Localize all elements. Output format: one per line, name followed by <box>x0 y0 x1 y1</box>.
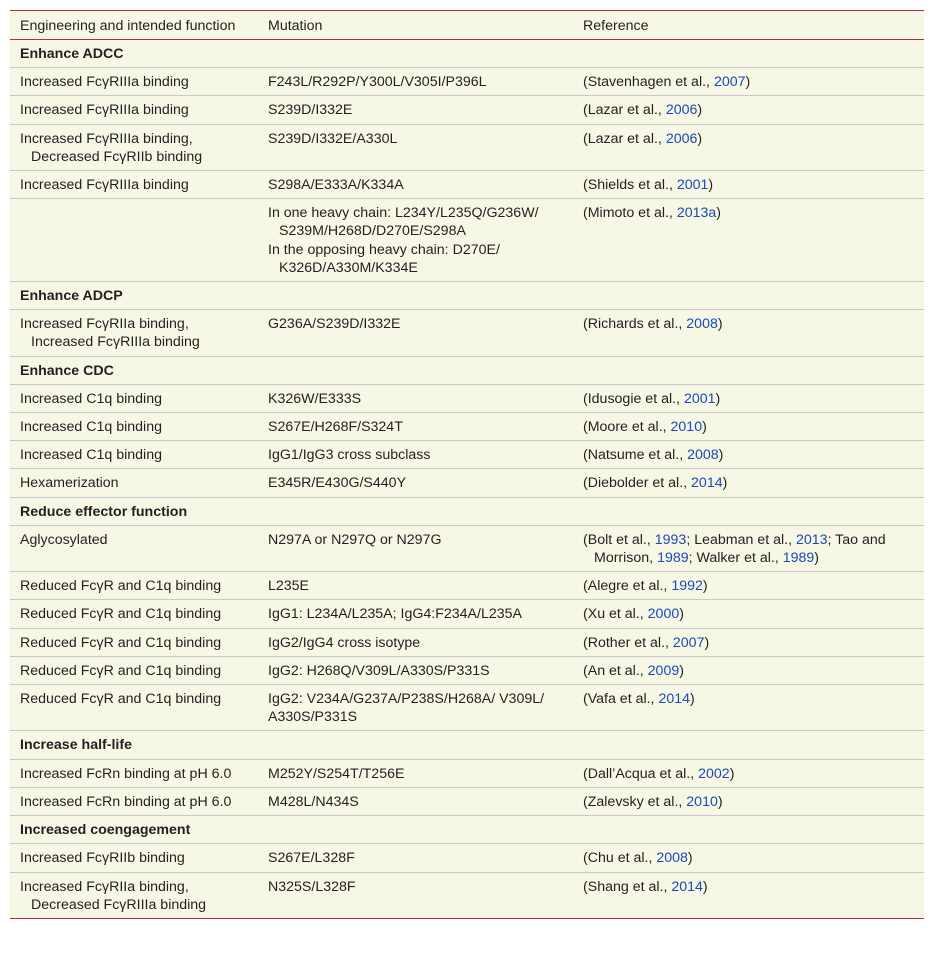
reference-author: ) <box>708 177 714 194</box>
section-heading: Enhance ADCC <box>10 40 924 68</box>
mutation-cell <box>258 310 573 356</box>
function-cell <box>10 384 258 412</box>
function-text: Increased C1q binding <box>20 447 162 464</box>
mutation-text: S267E/H268F/S324T <box>268 419 403 436</box>
mutation-cell <box>258 656 573 684</box>
mutation-text: F243L/R292P/Y300L/V305I/P396L <box>268 74 487 91</box>
reference-author: ; Tao and Morrison, <box>594 531 886 567</box>
mutation-cell <box>258 441 573 469</box>
function-text: Reduced FcγR and C1q binding <box>20 691 222 708</box>
function-text: Increased FcγRIIIa binding <box>20 177 189 194</box>
reference-author: (Richards et al., <box>583 316 687 333</box>
reference-year-link[interactable]: 2008 <box>686 316 718 333</box>
reference-text <box>583 662 916 680</box>
mutation-cell <box>258 787 573 815</box>
table-row <box>10 787 924 815</box>
reference-cell <box>573 572 924 600</box>
reference-author: (Moore et al., <box>583 419 671 436</box>
reference-cell <box>573 844 924 872</box>
reference-cell <box>573 441 924 469</box>
section-row <box>10 356 924 384</box>
reference-year-link[interactable]: 1992 <box>671 578 703 595</box>
table-row <box>10 685 924 731</box>
reference-cell <box>573 759 924 787</box>
reference-cell <box>573 96 924 124</box>
mutation-cell <box>258 525 573 571</box>
reference-cell <box>573 628 924 656</box>
function-cell <box>10 872 258 918</box>
mutation-text: IgG1/IgG3 cross subclass <box>268 447 431 464</box>
reference-year-link[interactable]: 2014 <box>691 475 723 492</box>
table-row <box>10 441 924 469</box>
table-row <box>10 469 924 497</box>
reference-year-link[interactable]: 1993 <box>654 531 687 548</box>
reference-year-link[interactable]: 2013 <box>795 531 828 548</box>
function-cell <box>10 685 258 731</box>
reference-cell <box>573 656 924 684</box>
mutation-text: M252Y/S254T/T256E <box>268 765 405 782</box>
table-row <box>10 199 924 282</box>
reference-author: (Lazar et al., <box>583 130 666 147</box>
function-cell <box>10 844 258 872</box>
reference-cell <box>573 413 924 441</box>
table <box>10 10 924 919</box>
header-mutation: Mutation <box>258 11 573 40</box>
function-text: Reduced FcγR and C1q binding <box>20 634 222 651</box>
reference-author: (Shang et al., <box>583 878 672 895</box>
function-cell <box>10 441 258 469</box>
reference-year-link[interactable]: 2009 <box>647 662 680 679</box>
function-text: Reduced FcγR and C1q binding <box>20 662 222 679</box>
mutation-text: IgG2: H268Q/V309L/A330S/P331S <box>268 662 490 679</box>
reference-author: (Zalevsky et al., <box>583 793 687 810</box>
reference-author: ) <box>814 550 820 567</box>
reference-text <box>583 793 916 811</box>
section-heading: Reduce effector function <box>10 497 924 525</box>
reference-author: ) <box>715 390 721 407</box>
reference-author: (Natsume et al., <box>583 447 688 464</box>
table-header <box>10 11 924 40</box>
reference-cell <box>573 68 924 96</box>
reference-author: ) <box>687 850 693 867</box>
function-cell <box>10 759 258 787</box>
function-text: Reduced FcγR and C1q binding <box>20 606 222 623</box>
mutation-text: L235E <box>268 578 310 595</box>
section-row <box>10 731 924 759</box>
header-row <box>10 11 924 40</box>
mutation-text: S239D/I332E <box>268 102 353 119</box>
function-cell <box>10 68 258 96</box>
mutation-cell <box>258 171 573 199</box>
mutation-text: E345R/E430G/S440Y <box>268 475 407 492</box>
function-text: Increased FcRn binding at pH 6.0 <box>20 793 232 810</box>
function-cell <box>10 413 258 441</box>
section-row <box>10 282 924 310</box>
mutation-text: S267E/L328F <box>268 850 355 867</box>
section-row <box>10 497 924 525</box>
function-cell <box>10 199 258 282</box>
reference-year-link[interactable]: 1989 <box>782 550 815 567</box>
mutation-cell <box>258 124 573 170</box>
function-text: Aglycosylated <box>20 531 108 548</box>
mutation-text: In the opposing heavy chain: D270E/ K326D/A330M/K334E <box>268 241 500 276</box>
reference-cell <box>573 384 924 412</box>
reference-author: ) <box>729 765 735 782</box>
reference-cell <box>573 199 924 282</box>
table-row <box>10 628 924 656</box>
table-row <box>10 656 924 684</box>
reference-author: ) <box>717 316 723 333</box>
mutation-cell <box>258 384 573 412</box>
function-text: Increased C1q binding <box>20 390 162 407</box>
mutation-text: S239D/I332E/A330L <box>268 130 398 147</box>
reference-text <box>583 130 916 148</box>
function-cell <box>10 124 258 170</box>
mutation-text: IgG2/IgG4 cross isotype <box>268 634 421 651</box>
reference-cell <box>573 600 924 628</box>
reference-author: (Shields et al., <box>583 177 677 194</box>
section-heading: Increased coengagement <box>10 816 924 844</box>
table-row <box>10 96 924 124</box>
table-row <box>10 525 924 571</box>
table-row <box>10 384 924 412</box>
section-row <box>10 816 924 844</box>
mutation-cell <box>258 469 573 497</box>
function-cell <box>10 572 258 600</box>
reference-year-link[interactable]: 2001 <box>676 177 709 194</box>
reference-author: ; Leabman et al., <box>686 531 796 548</box>
reference-year-link[interactable]: 2008 <box>687 447 719 464</box>
reference-author: (Lazar et al., <box>583 102 666 119</box>
reference-year-link[interactable]: 1989 <box>657 550 689 567</box>
function-cell <box>10 628 258 656</box>
mutation-text: M428L/N434S <box>268 793 359 810</box>
reference-author: (Stavenhagen et al., <box>583 74 714 91</box>
reference-year-link[interactable]: 2010 <box>686 793 718 810</box>
table-body <box>10 40 924 919</box>
reference-cell <box>573 469 924 497</box>
reference-author: (Alegre et al., <box>583 578 672 595</box>
reference-text <box>583 418 916 436</box>
mutation-text: N325S/L328F <box>268 878 356 895</box>
reference-text <box>583 765 916 783</box>
header-reference: Reference <box>573 11 924 40</box>
function-text: Increased FcRn binding at pH 6.0 <box>20 765 232 782</box>
reference-year-link[interactable]: 2007 <box>713 74 746 91</box>
reference-year-link[interactable]: 2013a <box>676 205 717 222</box>
reference-text <box>583 101 916 119</box>
reference-year-link[interactable]: 2006 <box>665 130 698 147</box>
reference-year-link[interactable]: 2014 <box>658 691 691 708</box>
reference-text <box>583 531 916 567</box>
mutation-cell <box>258 199 573 282</box>
function-text: Hexamerization <box>20 475 119 492</box>
function-cell <box>10 656 258 684</box>
reference-author: (Bolt et al., <box>583 531 655 548</box>
reference-year-link[interactable]: 2006 <box>665 102 698 119</box>
function-cell <box>10 310 258 356</box>
section-row <box>10 40 924 68</box>
mutation-text: IgG1: L234A/L235A; IgG4:F234A/L235A <box>268 606 522 623</box>
reference-author: ) <box>679 606 684 623</box>
reference-author: ) <box>718 447 724 464</box>
table-row <box>10 68 924 96</box>
function-text: Increased FcγRIIIa binding, Decreased FcγRIIb binding <box>20 130 203 165</box>
table-row <box>10 413 924 441</box>
reference-author: ) <box>690 691 695 708</box>
reference-year-link[interactable]: 2002 <box>698 765 730 782</box>
reference-cell <box>573 525 924 571</box>
function-cell <box>10 171 258 199</box>
mutation-text: IgG2: V234A/G237A/P238S/H268A/ V309L/ <box>268 691 545 708</box>
mutation-cell <box>258 685 573 731</box>
reference-text <box>583 690 916 708</box>
reference-text <box>583 577 916 595</box>
table-row <box>10 600 924 628</box>
reference-year-link[interactable]: 2008 <box>656 850 688 867</box>
reference-author: (Rother et al., <box>583 634 673 651</box>
reference-author: ) <box>702 578 708 595</box>
reference-year-link[interactable]: 2007 <box>672 634 705 651</box>
reference-author: (Idusogie et al., <box>583 390 684 407</box>
table-row <box>10 310 924 356</box>
table-row <box>10 759 924 787</box>
reference-author: ) <box>702 419 707 436</box>
reference-text <box>583 315 916 333</box>
function-text: Increased C1q binding <box>20 419 162 436</box>
reference-year-link[interactable]: 2010 <box>670 419 703 436</box>
table-row <box>10 844 924 872</box>
function-cell <box>10 96 258 124</box>
table-row <box>10 572 924 600</box>
reference-author: (Mimoto et al., <box>583 205 677 222</box>
reference-year-link[interactable]: 2000 <box>647 606 680 623</box>
reference-author: ) <box>745 74 751 91</box>
reference-author: (Vafa et al., <box>583 691 659 708</box>
mutation-text: K326W/E333S <box>268 390 362 407</box>
reference-author: (An et al., <box>583 662 648 679</box>
mutation-cell <box>258 759 573 787</box>
function-text: Reduced FcγR and C1q binding <box>20 578 222 595</box>
reference-text <box>583 446 916 464</box>
mutation-text: S298A/E333A/K334A <box>268 177 404 194</box>
section-heading: Enhance ADCP <box>10 282 924 310</box>
section-heading: Enhance CDC <box>10 356 924 384</box>
reference-author: ) <box>697 130 703 147</box>
reference-cell <box>573 124 924 170</box>
function-cell <box>10 787 258 815</box>
function-text: Increased FcγRIIb binding <box>20 850 185 867</box>
function-cell <box>10 600 258 628</box>
mutation-cell <box>258 844 573 872</box>
function-text: Increased FcγRIIIa binding <box>20 102 189 119</box>
mutation-cell <box>258 68 573 96</box>
reference-text <box>583 849 916 867</box>
reference-author: ) <box>704 634 710 651</box>
reference-author: ) <box>679 662 684 679</box>
reference-text <box>583 73 916 91</box>
reference-text <box>583 878 916 896</box>
reference-year-link[interactable]: 2001 <box>683 390 716 407</box>
mutation-cell <box>258 413 573 441</box>
mutation-text: N297A or N297Q or N297G <box>268 531 442 548</box>
reference-author: ) <box>717 793 723 810</box>
mutation-text: A330S/P331S <box>268 709 358 726</box>
function-text: Increased FcγRIIIa binding <box>20 74 189 91</box>
reference-author: ) <box>722 475 728 492</box>
table-row <box>10 872 924 918</box>
reference-text <box>583 390 916 408</box>
header-function: Engineering and intended function <box>10 11 258 40</box>
mutation-cell <box>258 872 573 918</box>
function-cell <box>10 525 258 571</box>
mutation-text: G236A/S239D/I332E <box>268 316 401 333</box>
reference-author: ) <box>697 102 703 119</box>
reference-author: (Dall’Acqua et al., <box>583 765 699 782</box>
reference-author: ) <box>702 878 708 895</box>
mutation-cell <box>258 96 573 124</box>
reference-year-link[interactable]: 2014 <box>671 878 703 895</box>
reference-text <box>583 176 916 194</box>
reference-author: (Diebolder et al., <box>583 475 692 492</box>
reference-cell <box>573 171 924 199</box>
function-text: Increased FcγRIIa binding, Decreased FcγRIIIa binding <box>20 878 207 913</box>
reference-author: (Xu et al., <box>583 606 648 623</box>
reference-cell <box>573 685 924 731</box>
mutation-text: In one heavy chain: L234Y/L235Q/G236W/ S239M/H268D/D270E/S298A <box>268 205 539 240</box>
reference-author: ; Walker et al., <box>688 550 783 567</box>
mutation-cell <box>258 600 573 628</box>
table-row <box>10 124 924 170</box>
fc-engineering-table <box>10 10 924 919</box>
function-text: Increased FcγRIIa binding, Increased FcγRIIIa binding <box>20 316 200 351</box>
mutation-cell <box>258 572 573 600</box>
mutation-cell <box>258 628 573 656</box>
reference-cell <box>573 310 924 356</box>
reference-text <box>583 634 916 652</box>
reference-text <box>583 204 916 222</box>
reference-author: (Chu et al., <box>583 850 657 867</box>
function-cell <box>10 469 258 497</box>
reference-author: ) <box>716 205 722 222</box>
reference-text <box>583 605 916 623</box>
reference-cell <box>573 787 924 815</box>
reference-cell <box>573 872 924 918</box>
table-row <box>10 171 924 199</box>
reference-text <box>583 474 916 492</box>
section-heading: Increase half-life <box>10 731 924 759</box>
